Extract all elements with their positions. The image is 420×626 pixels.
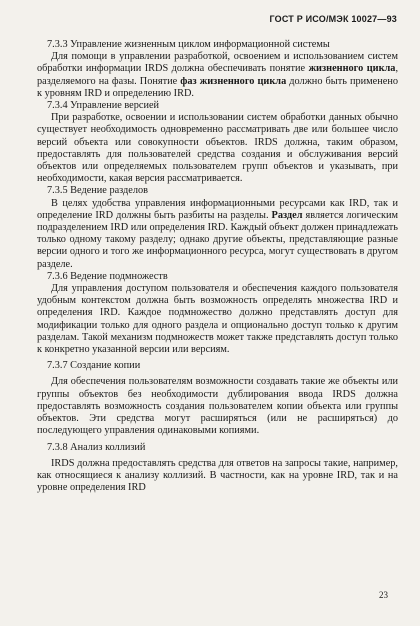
section-heading: 7.3.4 Управление версией	[47, 100, 160, 112]
section-paragraph: Для обеспечения пользователям возможности создавать такие же объекты или группы объектов без необходимости дублирования ввода IRDS должна предоставлять возможность создания пользователем копии объекта или группы объектов. Эти средства могут расширяться (или не расширяться) до последующего управления одинаковыми копиями.	[37, 376, 398, 437]
section-7-3-5	[37, 185, 398, 270]
section-heading: 7.3.7 Создание копии	[47, 360, 141, 372]
section-paragraph: Для помощи в управлении разработкой, освоением и использованием систем обработки информации IRDS должна обеспечивать понятие жизненного цикла, разделяемого на фазы. Понятие фаз жизненного цикла должно быть применено к уровням IRD и определению IRD.	[37, 51, 399, 99]
section-paragraph: При разработке, освоении и использовании систем обработки данных обычно существует необходимость одновременно рассматривать две или большее число версий объекта или совокупности объектов. IRDS должна, таким образом, предоставлять для пользователей средства создания и обслуживания версий объектов или определяемых пользователем групп объектов и указывать, при необходимости, какая версия рассматривается.	[37, 112, 398, 185]
document-header: ГОСТ Р ИСО/МЭК 10027—93	[269, 14, 397, 24]
section-7-3-6	[37, 271, 398, 356]
section-7-3-4	[37, 100, 398, 185]
section-7-3-8	[37, 442, 398, 495]
section-paragraph: Для управления доступом пользователя и обеспечения каждого пользователя удобным контекстом должна быть возможность определять множества IRD и определения IRD. Каждое подмножество должно представлять доступ для модификации только для одного раздела и опционально доступ только к другим разделам. Такой механизм подмножеств может также представлять доступ только к конкретно указанной версии или версиям.	[37, 283, 398, 356]
section-heading: 7.3.5 Ведение разделов	[47, 185, 149, 197]
section-paragraph: В целях удобства управления информационными ресурсами как IRD, так и определение IRD должны быть разбиты на разделы. Раздел является логическим подразделением IRD или определения IRD. Каждый объект должен принадлежать только одному такому разделу; однако другие объекты, представляющие разные версии одного и того же информационного ресурса, могут существовать в другом разделе.	[37, 197, 398, 270]
section-paragraph: IRDS должна предоставлять средства для ответов на запросы такие, например, как относящиеся к анализу коллизий. В частности, как на уровне IRD, так и на уровне определения IRD	[37, 457, 398, 494]
page-number: 23	[379, 590, 388, 600]
section-7-3-7	[37, 360, 398, 437]
section-7-3-3	[37, 39, 398, 100]
section-heading: 7.3.6 Ведение подмножеств	[47, 270, 168, 282]
section-heading: 7.3.3 Управление жизненным циклом информационной системы	[47, 39, 330, 50]
section-heading: 7.3.8 Анализ коллизий	[47, 441, 146, 453]
